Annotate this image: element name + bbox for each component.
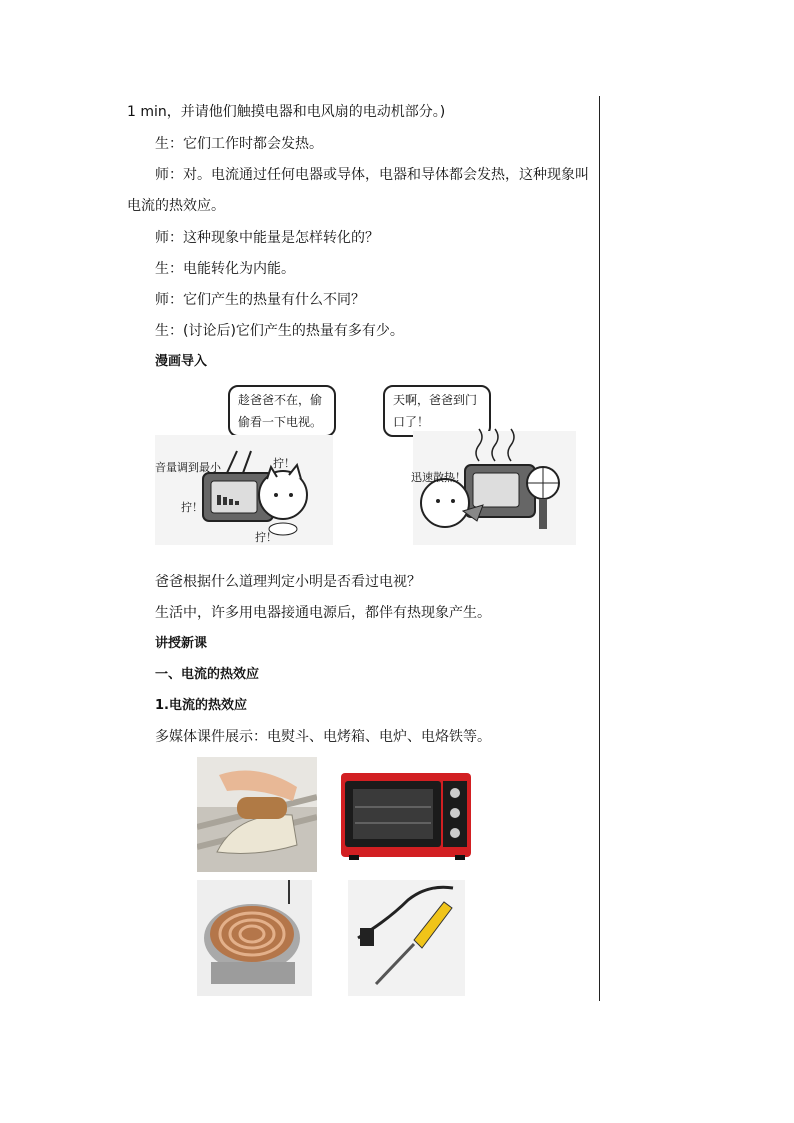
section-heading: 1.电流的热效应	[155, 698, 247, 713]
comic-caption: 迅速散热！	[411, 471, 466, 484]
comic-caption: 音量调到最小	[155, 461, 221, 474]
text-line: 电流的热效应。	[127, 198, 225, 214]
column-border-line	[599, 96, 600, 1001]
comic-caption: 拧！	[273, 457, 295, 470]
section-heading: 讲授新课	[155, 636, 208, 651]
bubble-text: 偷看一下电视。	[238, 415, 323, 429]
text-line: 生活中，许多用电器接通电源后，都伴有热现象产生。	[155, 605, 491, 621]
section-heading: 漫画导入	[155, 354, 208, 369]
comic-caption: 拧！	[255, 531, 277, 544]
section-heading: 一、电流的热效应	[155, 667, 260, 682]
bubble-text: 天啊，爸爸到门	[393, 393, 478, 407]
text-line: 爸爸根据什么道理判定小明是否看过电视？	[155, 574, 421, 590]
electric-stove-image	[197, 880, 312, 996]
comic-caption: 拧！	[181, 501, 203, 514]
soldering-iron-image	[348, 880, 465, 996]
text-line: 生：它们工作时都会发热。	[155, 136, 323, 152]
comic-drawing-fan-cat	[383, 383, 576, 545]
text-line: 师：对。电流通过任何电器或导体，电器和导体都会发热，这种现象叫	[155, 167, 589, 183]
electric-iron-image	[197, 757, 317, 872]
text-line: 生：电能转化为内能。	[155, 261, 295, 277]
bubble-text: 口了！	[393, 415, 430, 429]
text-line: 生：(讨论后)它们产生的热量有多有少。	[155, 323, 404, 339]
bubble-text: 趁爸爸不在，偷	[238, 393, 323, 407]
text-line: 师：这种现象中能量是怎样转化的？	[155, 230, 379, 246]
electric-oven-image	[337, 767, 473, 862]
text-line: 师：它们产生的热量有什么不同？	[155, 292, 365, 308]
text-line: 多媒体课件展示：电熨斗、电烤箱、电炉、电烙铁等。	[155, 729, 491, 745]
comic-panel-right	[383, 383, 576, 545]
text-line: 1 min，并请他们触摸电器和电风扇的电动机部分。)	[127, 104, 446, 120]
comic-panel-left	[155, 383, 335, 545]
